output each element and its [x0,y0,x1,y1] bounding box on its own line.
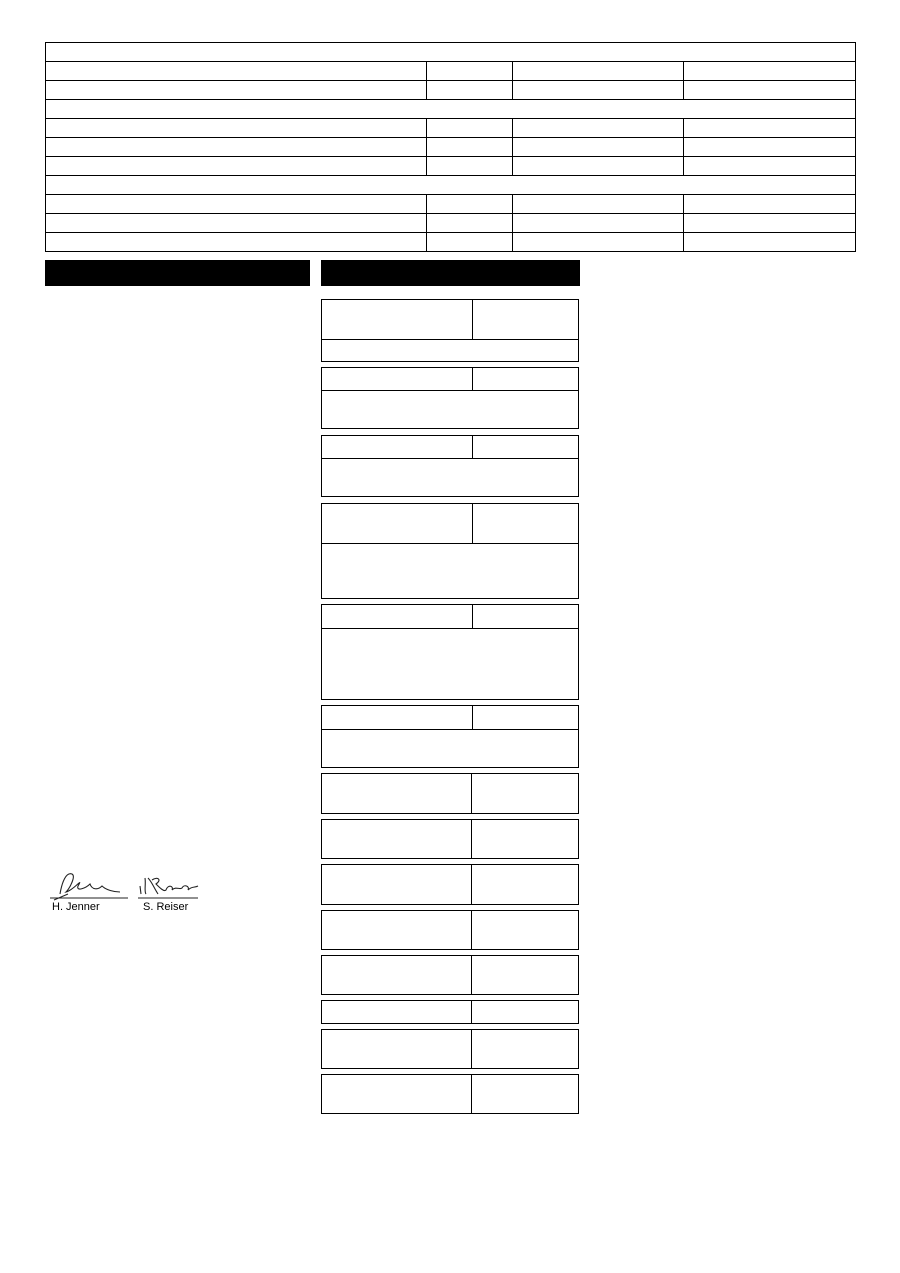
field-pair-1 [321,773,579,814]
field-box-5 [321,604,579,700]
table-row [46,137,855,156]
field-pair-8 [321,1074,579,1114]
field-pair-2 [321,819,579,859]
field-pair-5 [321,955,579,995]
left-section-header [45,260,310,286]
summary-table [45,42,856,252]
field-box-1 [321,299,579,362]
field-box-2 [321,367,579,429]
table-row [46,80,855,99]
field-box-6 [321,705,579,768]
field-pair-4 [321,910,579,950]
field-box-3 [321,435,579,497]
signature-graphics [48,868,218,902]
signature-block [48,868,218,918]
table-section-row [46,99,855,118]
signature-first-underline [50,894,128,900]
table-row [46,156,855,175]
table-row [46,194,855,213]
field-pair-6 [321,1000,579,1024]
table-row [46,61,855,80]
table-section-row [46,43,855,61]
signature-first-scribble [60,874,120,894]
table-row [46,232,855,251]
field-box-4 [321,503,579,599]
table-section-row [46,175,855,194]
signatory-name-first: H. Jenner [52,901,100,913]
field-pair-3 [321,864,579,905]
signature-second-scribble [140,878,198,894]
signatory-name-second: S. Reiser [143,901,189,913]
right-section-header [321,260,580,286]
table-row [46,118,855,137]
table-row [46,213,855,232]
field-pair-7 [321,1029,579,1069]
